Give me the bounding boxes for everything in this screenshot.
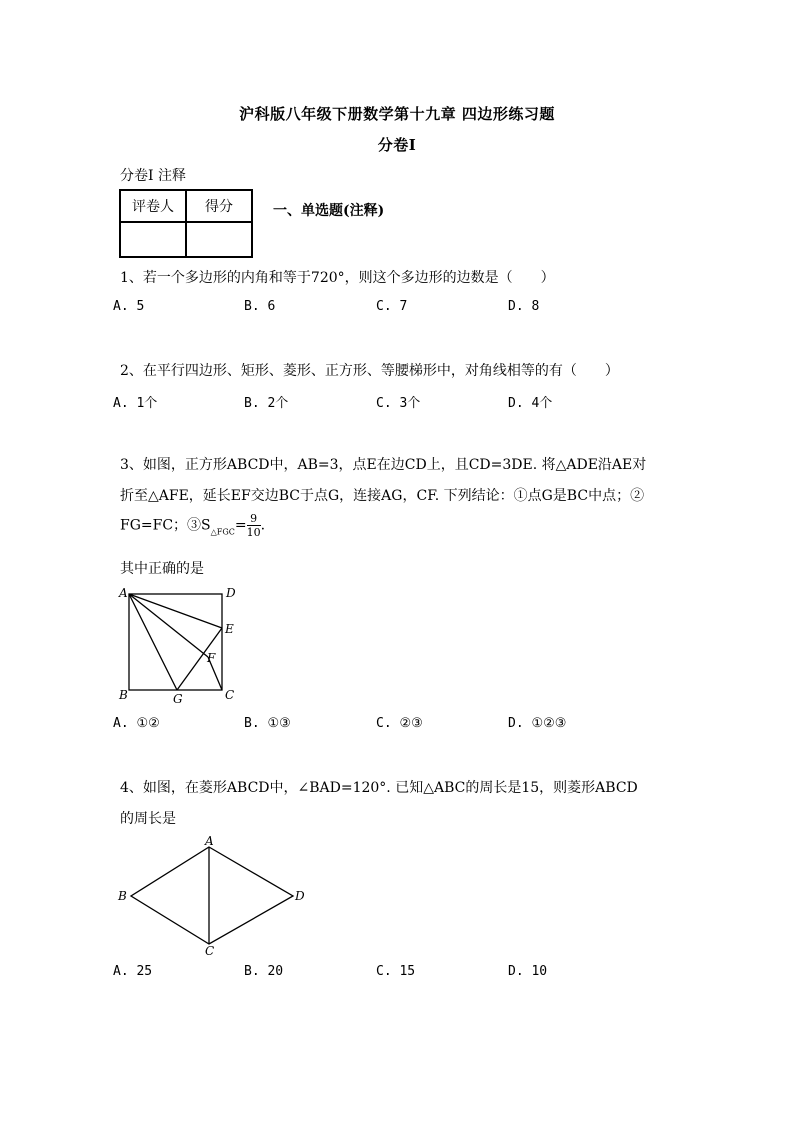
q2-option-c[interactable]: C. 3个 <box>376 396 421 411</box>
rhombus-abcd <box>131 847 293 944</box>
q4-option-c[interactable]: C. 15 <box>376 964 416 979</box>
section-note: 分卷I 注释 <box>120 168 186 184</box>
label-b: B <box>119 688 128 702</box>
label-d: D <box>226 586 236 600</box>
q4-option-b[interactable]: B. 20 <box>244 964 284 979</box>
q3-line3-prefix: FG=FC；③S <box>120 517 211 534</box>
label-a: A <box>119 586 128 600</box>
q3-area-subscript: △FGC <box>210 527 235 537</box>
q2-option-b[interactable]: B. 2个 <box>244 396 289 411</box>
q3-period: . <box>260 517 266 534</box>
question-3-stem-line4: 其中正确的是 <box>120 561 204 577</box>
score-header: 得分 <box>186 190 252 222</box>
question-4-stem-line1: 4、如图，在菱形ABCD中，∠BAD=120°. 已知△ABC的周长是15，则菱形ABCD <box>120 780 638 796</box>
square-abcd <box>129 594 222 690</box>
q1-option-c[interactable]: C. 7 <box>376 299 408 314</box>
question-1-stem: 1、若一个多边形的内角和等于720°，则这个多边形的边数是（ ） <box>120 270 555 286</box>
page-title: 沪科版八年级下册数学第十九章 四边形练习题 <box>239 105 555 123</box>
question-3-stem-line2: 折至△AFE，延长EF交边BC于点G，连接AG，CF. 下列结论：①点G是BC中点；② <box>120 488 645 504</box>
rhombus-figure <box>110 832 310 957</box>
label-a: A <box>205 834 214 848</box>
label-d: D <box>295 889 305 903</box>
label-e: E <box>225 622 234 636</box>
score-table <box>119 189 253 258</box>
q2-option-d[interactable]: D. 4个 <box>508 396 553 411</box>
segment-af <box>129 594 208 657</box>
q1-option-b[interactable]: B. 6 <box>244 299 276 314</box>
q3-fraction-denominator: 10 <box>246 526 261 539</box>
section-heading: 一、单选题(注释) <box>273 203 385 219</box>
square-figure <box>110 582 250 707</box>
q3-option-b[interactable]: B. ①③ <box>244 716 291 731</box>
label-c: C <box>205 944 215 957</box>
q4-option-d[interactable]: D. 10 <box>508 964 548 979</box>
grader-cell[interactable] <box>120 222 186 257</box>
q3-option-a[interactable]: A. ①② <box>113 716 160 731</box>
q3-option-c[interactable]: C. ②③ <box>376 716 423 731</box>
q2-option-a[interactable]: A. 1个 <box>113 396 158 411</box>
label-b: B <box>118 889 127 903</box>
score-cell[interactable] <box>186 222 252 257</box>
grader-header: 评卷人 <box>120 190 186 222</box>
label-c: C <box>225 688 235 702</box>
q1-option-d[interactable]: D. 8 <box>508 299 540 314</box>
question-3-stem-line3 <box>120 512 265 539</box>
label-f: F <box>207 651 216 665</box>
question-4-stem-line2: 的周长是 <box>120 811 176 827</box>
q3-equals: = <box>234 517 247 534</box>
question-3-stem-line1: 3、如图，正方形ABCD中，AB=3，点E在边CD上，且CD=3DE. 将△ADE沿AE对 <box>120 457 647 473</box>
page-subtitle: 分卷I <box>377 136 417 154</box>
q4-option-a[interactable]: A. 25 <box>113 964 153 979</box>
question-2-stem: 2、在平行四边形、矩形、菱形、正方形、等腰梯形中，对角线相等的有（ ） <box>120 363 619 379</box>
label-g: G <box>173 692 183 706</box>
q3-fraction <box>247 512 261 539</box>
q3-fraction-numerator: 9 <box>247 512 261 526</box>
q3-option-d[interactable]: D. ①②③ <box>508 716 567 731</box>
q1-option-a[interactable]: A. 5 <box>113 299 145 314</box>
